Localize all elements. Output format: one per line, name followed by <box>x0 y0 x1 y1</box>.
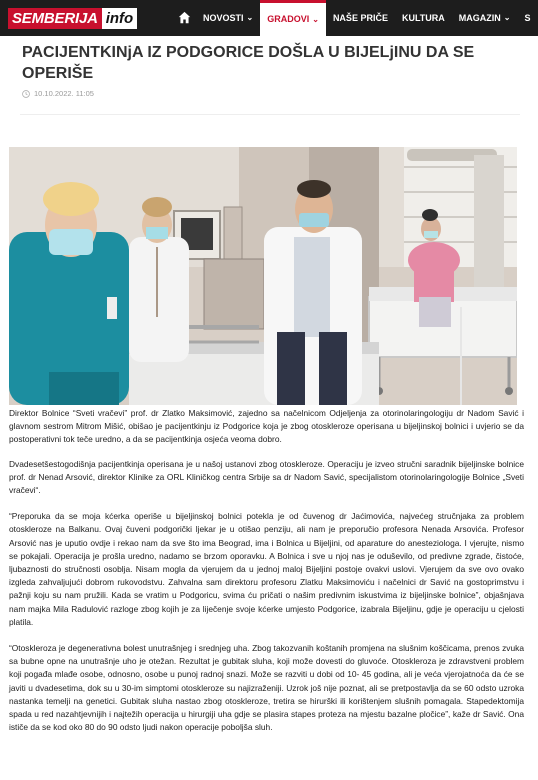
chevron-down-icon: ⌄ <box>312 15 319 24</box>
top-navigation-bar <box>0 0 538 36</box>
logo-part-1: SEMBERIJA <box>8 8 102 29</box>
chevron-down-icon: ⌄ <box>503 13 511 22</box>
nav-item-label: NAŠE PRIČE <box>332 13 388 23</box>
article-photo <box>9 147 517 405</box>
article-title: PACIJENTKINjA IZ PODGORICE DOŠLA U BIJELjINU DA SE OPERIŠE <box>22 44 475 82</box>
main-menu <box>196 0 538 36</box>
clock-icon <box>22 90 30 98</box>
nav-item-5[interactable] <box>517 0 537 36</box>
article-paragraph-1: Dvadesetšestogodišnja pacijentkinja operisana je u našoj ustanovi zbog otoskleroze. Operaciju je izveo stručni saradnik bijeljinske bolnice prof. dr Nenad Arsović, direktor Klinike za ORL Kliničkog centra Srbije sa dr Nadom Savić, specijalistom otorinolaringologije Bolnice „Sveti vračevi“. <box>9 458 524 496</box>
chevron-down-icon: ⌄ <box>246 13 254 22</box>
nav-item-label: NOVOSTI <box>203 13 244 23</box>
photo-caption: Direktor Bolnice “Sveti vračevi” prof. dr Zlatko Maksimović, zajedno sa načelnicom Odjeljenja za otorinolaringologiju dr Nadom Savić i glavnom sestrom Mitrom Mišić, obišao je pacijentkinju iz Podgorice koja je zbog otoskleroze operisana u bijeljinskoj bolnici i uvjerio se da postoperativni tok teče uredno, a da se pacijentkinja osjeća veoma dobro. <box>9 408 524 445</box>
nav-item-label: KULTURA <box>401 13 445 23</box>
nav-item-label: GRADOVI <box>267 14 310 24</box>
article-paragraph-2: “Preporuka da se moja kćerka operiše u bijeljinskoj bolnici potekla je od čuvenog dr Jaćimovića, najvećeg stručnjaka za problem otoskleroze na Balkanu. Ovaj čuveni podgorički ljekar je u otišao penziju, ali nam je preporučio profesora Nenada Arsovića. Profesor Arsović nas je uputio ovdje i rekao nam da sve što ima Beograd, ima i Bolnica u Bijeljini, od aparature do anesteziologa. I vjerujte, nismo se pokajali. Operacija je prošla uredno, nadamo se brzom oporavku. A Bolnica i sve u njoj nas je oduševilo, od predivne zgrade, čistoće, ljubaznosti do stručnosti osoblja. Nisam mogla da vjerujem da u jednoj maloj Bijeljini postoje ovakvi uslovi. Vjerujem da sve ovo ovako izgleda zahvaljujući dobrom rukovodstvu. Zahvalna sam direktoru profesoru Zlatku Maksimoviću i načelnici dr Savić na gostoprimstvu i pažnji koju su nam pružili. Kada se vratim u Podgoricu, svima ću pričati o našim predivnim iskustvima iz bijeljinske bolnice”, objašnjava nam majka Mila Radulović razloge zbog kojih je za liječenje svoje kćerke umjesto Podgorice, izabrala Bijeljinu, gdje je operaciju u cjelosti platila. <box>9 511 524 627</box>
site-logo[interactable] <box>8 8 137 29</box>
date-text: 10.10.2022. 11:05 <box>34 89 94 98</box>
home-icon[interactable] <box>178 11 191 24</box>
article-paragraph-3: “Otoskleroza je degenerativna bolest unutrašnjeg i srednjeg uha. Zbog takozvanih koštanih promjena na slušnim koščicama, prenos zvuka sa bubne opne na unutrašnje uho je otežan. Rezultat je gubitak sluha, koji može dovesti do gluvoće. Otoskleroza je zdravstveni problem koji pogađa mlađe osobe, odnosno, osobe u punoj radnoj snazi. Može se razviti u dobi od 10- 45 godina, ali je veća vjerojatnoća da će se javiti u dvadesetima, dok su u 30-im simptomi otoskleroze su najizraženiji. Uzrok još nije poznat, ali se pretpostavlja da se 60 odsto uzroka nastanka temelji na genetici. Gubitak sluha nastao zbog otoskleroze, tretira se hirurški ili korištenjem slušnih pomagala. Stapedektomija spada u red nazahtjevnijih i najtežih operacija u hirurgiji uha gdje se plasira stapes proteza na mjestu bazalne pločice”, kaže dr Savić. Ona ističe da se kod oko 80 do 90 odsto ljudi nakon operacije poboljša sluh. <box>9 643 524 733</box>
article-body <box>9 407 524 747</box>
nav-item-0[interactable] <box>196 0 260 36</box>
nav-item-label: S <box>524 13 531 23</box>
nav-item-3[interactable] <box>395 0 452 36</box>
title-divider <box>20 114 520 115</box>
logo-part-2: info <box>102 8 138 29</box>
article-date <box>22 89 94 98</box>
nav-item-1[interactable] <box>260 0 326 36</box>
nav-item-4[interactable] <box>452 0 518 36</box>
nav-item-label: MAGAZIN <box>458 13 501 23</box>
nav-item-2[interactable] <box>326 0 395 36</box>
